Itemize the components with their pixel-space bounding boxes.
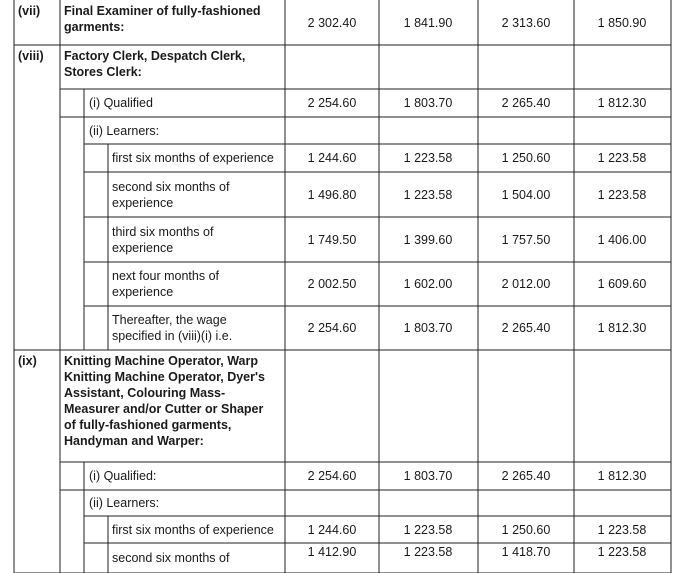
wage-value: 2 265.40 bbox=[501, 321, 551, 335]
experience-label: experience bbox=[112, 285, 174, 299]
wage-value: 1 609.60 bbox=[597, 277, 647, 291]
wage-value: 1 757.50 bbox=[501, 232, 551, 247]
experience-label: third six months of bbox=[112, 224, 214, 239]
wage-value: 1 812.30 bbox=[597, 321, 647, 335]
wage-value: 2 265.40 bbox=[501, 469, 551, 483]
item-number: (ix) bbox=[18, 354, 37, 368]
item-title: of fully-fashioned garments, bbox=[64, 418, 232, 432]
wage-value: 1 399.60 bbox=[403, 232, 453, 247]
wage-value: 1 749.50 bbox=[307, 232, 357, 247]
item-title: Measurer and/or Cutter or Shaper bbox=[64, 402, 264, 416]
wage-value: 1 223.58 bbox=[403, 187, 453, 202]
wage-value: 1 496.80 bbox=[307, 187, 357, 202]
wage-value: 1 406.00 bbox=[597, 232, 647, 247]
experience-label: next four months of bbox=[112, 269, 220, 283]
wage-value: 1 223.58 bbox=[597, 522, 647, 537]
item-title: Knitting Machine Operator, Warp bbox=[64, 354, 258, 368]
item-title: Knitting Machine Operator, Dyer's bbox=[64, 370, 265, 384]
wage-value: 1 223.58 bbox=[597, 187, 647, 202]
sub-item-label: (ii) Learners: bbox=[89, 496, 160, 510]
wage-value: 1 803.70 bbox=[403, 96, 453, 110]
sub-item-label: (i) Qualified bbox=[89, 96, 153, 110]
experience-label: specified in (viii)(i) i.e. bbox=[112, 329, 233, 343]
experience-label: Thereafter, the wage bbox=[112, 313, 227, 327]
wage-value: 1 418.70 bbox=[501, 545, 551, 559]
wage-value: 1 223.58 bbox=[403, 522, 453, 537]
wage-value: 2 254.60 bbox=[307, 321, 357, 335]
wage-value: 1 412.90 bbox=[307, 545, 357, 559]
wage-value: 1 812.30 bbox=[597, 469, 647, 483]
experience-label: second six months of bbox=[112, 179, 230, 194]
wage-value: 2 012.00 bbox=[501, 277, 551, 291]
wage-value: 1 850.90 bbox=[597, 15, 647, 30]
item-title: Stores Clerk: bbox=[64, 65, 142, 79]
wage-value: 2 265.40 bbox=[501, 96, 551, 110]
wage-value: 1 244.60 bbox=[307, 151, 357, 165]
wage-value: 1 250.60 bbox=[501, 151, 551, 165]
wage-value: 2 254.60 bbox=[307, 96, 357, 110]
wage-value: 1 244.60 bbox=[307, 522, 357, 537]
wage-value: 1 223.58 bbox=[403, 545, 453, 559]
wage-value: 2 254.60 bbox=[307, 469, 357, 483]
experience-label: second six months of bbox=[112, 551, 230, 565]
item-title: garments: bbox=[64, 20, 125, 34]
item-title: Handyman and Warper: bbox=[64, 434, 204, 448]
wage-value: 1 841.90 bbox=[403, 15, 453, 30]
sub-item-label: (ii) Learners: bbox=[89, 123, 160, 138]
wage-value: 1 250.60 bbox=[501, 522, 551, 537]
wage-value: 1 803.70 bbox=[403, 321, 453, 335]
wage-value: 1 602.00 bbox=[403, 277, 453, 291]
experience-label: experience bbox=[112, 240, 174, 255]
sub-item-label: (i) Qualified: bbox=[89, 469, 157, 483]
wage-value: 2 002.50 bbox=[307, 277, 357, 291]
item-number: (vii) bbox=[18, 4, 41, 18]
experience-label: experience bbox=[112, 195, 174, 210]
wage-value: 1 504.00 bbox=[501, 187, 551, 202]
wage-value: 2 313.60 bbox=[501, 15, 551, 30]
wage-value: 1 803.70 bbox=[403, 469, 453, 483]
item-title: Final Examiner of fully-fashioned bbox=[64, 4, 261, 18]
wage-value: 1 223.58 bbox=[403, 151, 453, 165]
wage-value: 1 812.30 bbox=[597, 96, 647, 110]
wage-value: 1 223.58 bbox=[597, 545, 647, 559]
experience-label: first six months of experience bbox=[112, 522, 274, 537]
experience-label: first six months of experience bbox=[112, 151, 274, 165]
item-title: Assistant, Colouring Mass- bbox=[64, 386, 226, 400]
item-number: (viii) bbox=[18, 49, 44, 63]
wage-value: 1 223.58 bbox=[597, 151, 647, 165]
item-title: Factory Clerk, Despatch Clerk, bbox=[64, 49, 246, 63]
wage-value: 2 302.40 bbox=[307, 15, 357, 30]
